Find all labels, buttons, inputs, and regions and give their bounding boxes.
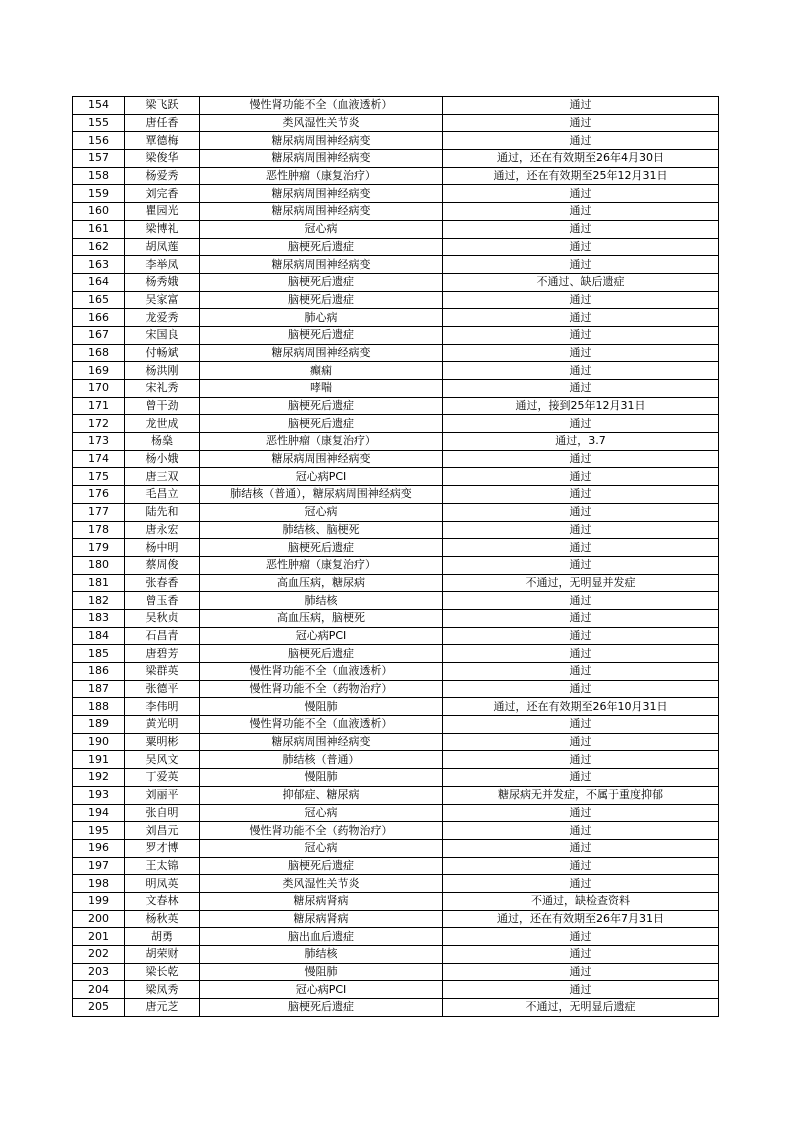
patient-name-cell: 宋国良	[125, 326, 200, 344]
table-row	[73, 946, 719, 964]
diagnosis-cell: 肺结核（普通）	[200, 751, 443, 769]
patient-name-cell: 唐任香	[125, 114, 200, 132]
row-number-cell: 161	[73, 220, 125, 238]
patient-name-cell: 刘完香	[125, 185, 200, 203]
diagnosis-cell: 肺结核	[200, 592, 443, 610]
review-result-cell: 通过	[443, 822, 719, 840]
review-table	[72, 96, 719, 1017]
diagnosis-cell: 恶性肿瘤（康复治疗）	[200, 433, 443, 451]
review-result-cell: 通过	[443, 751, 719, 769]
diagnosis-cell: 糖尿病周围神经病变	[200, 185, 443, 203]
review-result-cell: 不通过、缺后遗症	[443, 273, 719, 291]
diagnosis-cell: 糖尿病肾病	[200, 910, 443, 928]
table-row	[73, 981, 719, 999]
review-result-cell: 通过	[443, 256, 719, 274]
patient-name-cell: 梁群英	[125, 663, 200, 681]
row-number-cell: 182	[73, 592, 125, 610]
diagnosis-cell: 高血压病，脑梗死	[200, 609, 443, 627]
diagnosis-cell: 肺结核	[200, 946, 443, 964]
row-number-cell: 154	[73, 97, 125, 115]
table-row	[73, 733, 719, 751]
table-row	[73, 786, 719, 804]
patient-name-cell: 张自明	[125, 804, 200, 822]
table-row	[73, 892, 719, 910]
table-row	[73, 114, 719, 132]
table-row	[73, 574, 719, 592]
review-result-cell: 通过	[443, 203, 719, 221]
row-number-cell: 186	[73, 663, 125, 681]
review-result-cell: 通过	[443, 946, 719, 964]
row-number-cell: 170	[73, 380, 125, 398]
diagnosis-cell: 脑梗死后遗症	[200, 326, 443, 344]
diagnosis-cell: 冠心病	[200, 839, 443, 857]
patient-name-cell: 毛昌立	[125, 486, 200, 504]
row-number-cell: 189	[73, 716, 125, 734]
patient-name-cell: 黄光明	[125, 716, 200, 734]
row-number-cell: 165	[73, 291, 125, 309]
diagnosis-cell: 慢性肾功能不全（药物治疗）	[200, 680, 443, 698]
table-row	[73, 999, 719, 1017]
row-number-cell: 188	[73, 698, 125, 716]
row-number-cell: 198	[73, 875, 125, 893]
row-number-cell: 203	[73, 963, 125, 981]
review-result-cell: 通过	[443, 928, 719, 946]
row-number-cell: 197	[73, 857, 125, 875]
table-row	[73, 309, 719, 327]
table-row	[73, 450, 719, 468]
review-result-cell: 通过	[443, 97, 719, 115]
row-number-cell: 174	[73, 450, 125, 468]
row-number-cell: 167	[73, 326, 125, 344]
review-result-cell: 不通过，无明显后遗症	[443, 999, 719, 1017]
row-number-cell: 176	[73, 486, 125, 504]
row-number-cell: 199	[73, 892, 125, 910]
row-number-cell: 155	[73, 114, 125, 132]
diagnosis-cell: 糖尿病周围神经病变	[200, 344, 443, 362]
review-result-cell: 通过	[443, 486, 719, 504]
row-number-cell: 163	[73, 256, 125, 274]
diagnosis-cell: 冠心病	[200, 804, 443, 822]
review-result-cell: 通过	[443, 415, 719, 433]
table-row	[73, 344, 719, 362]
row-number-cell: 171	[73, 397, 125, 415]
row-number-cell: 196	[73, 839, 125, 857]
row-number-cell: 169	[73, 362, 125, 380]
patient-name-cell: 杨秋英	[125, 910, 200, 928]
table-row	[73, 875, 719, 893]
patient-name-cell: 杨燊	[125, 433, 200, 451]
review-result-cell: 通过	[443, 326, 719, 344]
diagnosis-cell: 冠心病PCI	[200, 981, 443, 999]
table-row	[73, 362, 719, 380]
diagnosis-cell: 冠心病PCI	[200, 468, 443, 486]
patient-name-cell: 胡勇	[125, 928, 200, 946]
diagnosis-cell: 冠心病	[200, 503, 443, 521]
patient-name-cell: 瞿园光	[125, 203, 200, 221]
patient-name-cell: 梁飞跃	[125, 97, 200, 115]
table-row	[73, 256, 719, 274]
patient-name-cell: 龙世成	[125, 415, 200, 433]
patient-name-cell: 明凤英	[125, 875, 200, 893]
patient-name-cell: 付畅斌	[125, 344, 200, 362]
diagnosis-cell: 肺心病	[200, 309, 443, 327]
review-result-cell: 通过	[443, 380, 719, 398]
table-row	[73, 645, 719, 663]
patient-name-cell: 陆先和	[125, 503, 200, 521]
diagnosis-cell: 冠心病	[200, 220, 443, 238]
row-number-cell: 183	[73, 609, 125, 627]
table-row	[73, 415, 719, 433]
diagnosis-cell: 脑出血后遗症	[200, 928, 443, 946]
table-row	[73, 326, 719, 344]
patient-name-cell: 吴家富	[125, 291, 200, 309]
patient-name-cell: 梁凤秀	[125, 981, 200, 999]
review-table-body	[73, 97, 719, 1017]
diagnosis-cell: 慢性肾功能不全（血液透析）	[200, 716, 443, 734]
patient-name-cell: 吴风文	[125, 751, 200, 769]
patient-name-cell: 刘丽平	[125, 786, 200, 804]
review-result-cell: 通过	[443, 291, 719, 309]
table-row	[73, 822, 719, 840]
patient-name-cell: 蔡周俊	[125, 556, 200, 574]
table-row	[73, 963, 719, 981]
diagnosis-cell: 恶性肿瘤（康复治疗）	[200, 167, 443, 185]
diagnosis-cell: 脑梗死后遗症	[200, 999, 443, 1017]
row-number-cell: 184	[73, 627, 125, 645]
review-result-cell: 通过	[443, 963, 719, 981]
patient-name-cell: 王太锦	[125, 857, 200, 875]
review-result-cell: 通过，3.7	[443, 433, 719, 451]
diagnosis-cell: 慢性肾功能不全（药物治疗）	[200, 822, 443, 840]
patient-name-cell: 杨洪刚	[125, 362, 200, 380]
row-number-cell: 193	[73, 786, 125, 804]
diagnosis-cell: 脑梗死后遗症	[200, 645, 443, 663]
review-result-cell: 通过	[443, 468, 719, 486]
table-row	[73, 291, 719, 309]
review-result-cell: 通过，还在有效期至26年10月31日	[443, 698, 719, 716]
table-row	[73, 220, 719, 238]
diagnosis-cell: 慢阻肺	[200, 769, 443, 787]
review-result-cell: 通过	[443, 521, 719, 539]
row-number-cell: 177	[73, 503, 125, 521]
patient-name-cell: 李伟明	[125, 698, 200, 716]
patient-name-cell: 曾干劲	[125, 397, 200, 415]
diagnosis-cell: 糖尿病肾病	[200, 892, 443, 910]
table-row	[73, 397, 719, 415]
review-result-cell: 通过	[443, 857, 719, 875]
row-number-cell: 187	[73, 680, 125, 698]
review-result-cell: 通过，还在有效期至26年4月30日	[443, 150, 719, 168]
row-number-cell: 178	[73, 521, 125, 539]
patient-name-cell: 龙爱秀	[125, 309, 200, 327]
row-number-cell: 159	[73, 185, 125, 203]
diagnosis-cell: 癫痫	[200, 362, 443, 380]
patient-name-cell: 宋礼秀	[125, 380, 200, 398]
review-result-cell: 通过	[443, 220, 719, 238]
diagnosis-cell: 糖尿病周围神经病变	[200, 203, 443, 221]
diagnosis-cell: 高血压病，糖尿病	[200, 574, 443, 592]
patient-name-cell: 杨秀娥	[125, 273, 200, 291]
review-result-cell: 通过	[443, 309, 719, 327]
row-number-cell: 179	[73, 539, 125, 557]
table-row	[73, 804, 719, 822]
row-number-cell: 204	[73, 981, 125, 999]
table-row	[73, 751, 719, 769]
table-row	[73, 556, 719, 574]
row-number-cell: 192	[73, 769, 125, 787]
diagnosis-cell: 脑梗死后遗症	[200, 397, 443, 415]
review-result-cell: 通过	[443, 769, 719, 787]
diagnosis-cell: 糖尿病周围神经病变	[200, 256, 443, 274]
row-number-cell: 205	[73, 999, 125, 1017]
review-result-cell: 通过	[443, 839, 719, 857]
review-result-cell: 通过	[443, 645, 719, 663]
table-row	[73, 273, 719, 291]
row-number-cell: 160	[73, 203, 125, 221]
review-result-cell: 不通过，无明显并发症	[443, 574, 719, 592]
review-result-cell: 通过	[443, 344, 719, 362]
review-result-cell: 通过	[443, 981, 719, 999]
table-row	[73, 433, 719, 451]
row-number-cell: 166	[73, 309, 125, 327]
table-row	[73, 609, 719, 627]
review-result-cell: 通过	[443, 132, 719, 150]
patient-name-cell: 粟明彬	[125, 733, 200, 751]
row-number-cell: 162	[73, 238, 125, 256]
row-number-cell: 158	[73, 167, 125, 185]
table-row	[73, 150, 719, 168]
table-row	[73, 503, 719, 521]
row-number-cell: 181	[73, 574, 125, 592]
row-number-cell: 200	[73, 910, 125, 928]
diagnosis-cell: 恶性肿瘤（康复治疗）	[200, 556, 443, 574]
patient-name-cell: 胡凤莲	[125, 238, 200, 256]
patient-name-cell: 梁长乾	[125, 963, 200, 981]
patient-name-cell: 吴秋贞	[125, 609, 200, 627]
review-result-cell: 通过	[443, 663, 719, 681]
table-row	[73, 928, 719, 946]
review-result-cell: 通过	[443, 185, 719, 203]
table-row	[73, 486, 719, 504]
table-row	[73, 132, 719, 150]
patient-name-cell: 丁爱英	[125, 769, 200, 787]
diagnosis-cell: 脑梗死后遗症	[200, 238, 443, 256]
diagnosis-cell: 肺结核（普通），糖尿病周围神经病变	[200, 486, 443, 504]
table-row	[73, 839, 719, 857]
diagnosis-cell: 慢性肾功能不全（血液透析）	[200, 663, 443, 681]
patient-name-cell: 杨小娥	[125, 450, 200, 468]
review-result-cell: 不通过，缺检查资料	[443, 892, 719, 910]
patient-name-cell: 石昌青	[125, 627, 200, 645]
diagnosis-cell: 脑梗死后遗症	[200, 857, 443, 875]
review-result-cell: 通过	[443, 592, 719, 610]
document-page	[72, 96, 719, 1017]
diagnosis-cell: 类风湿性关节炎	[200, 114, 443, 132]
table-row	[73, 663, 719, 681]
table-row	[73, 97, 719, 115]
table-row	[73, 203, 719, 221]
row-number-cell: 168	[73, 344, 125, 362]
review-result-cell: 糖尿病无并发症，不属于重度抑郁	[443, 786, 719, 804]
diagnosis-cell: 脑梗死后遗症	[200, 415, 443, 433]
row-number-cell: 164	[73, 273, 125, 291]
row-number-cell: 173	[73, 433, 125, 451]
patient-name-cell: 唐三双	[125, 468, 200, 486]
patient-name-cell: 胡荣财	[125, 946, 200, 964]
row-number-cell: 175	[73, 468, 125, 486]
review-result-cell: 通过	[443, 609, 719, 627]
patient-name-cell: 张德平	[125, 680, 200, 698]
row-number-cell: 202	[73, 946, 125, 964]
patient-name-cell: 李举凤	[125, 256, 200, 274]
table-row	[73, 769, 719, 787]
table-row	[73, 539, 719, 557]
row-number-cell: 195	[73, 822, 125, 840]
diagnosis-cell: 糖尿病周围神经病变	[200, 733, 443, 751]
table-row	[73, 680, 719, 698]
diagnosis-cell: 慢性肾功能不全（血液透析）	[200, 97, 443, 115]
diagnosis-cell: 脑梗死后遗症	[200, 539, 443, 557]
table-row	[73, 167, 719, 185]
review-result-cell: 通过	[443, 539, 719, 557]
patient-name-cell: 唐永宏	[125, 521, 200, 539]
patient-name-cell: 刘昌元	[125, 822, 200, 840]
table-row	[73, 521, 719, 539]
row-number-cell: 201	[73, 928, 125, 946]
diagnosis-cell: 冠心病PCI	[200, 627, 443, 645]
diagnosis-cell: 慢阻肺	[200, 963, 443, 981]
row-number-cell: 194	[73, 804, 125, 822]
table-row	[73, 716, 719, 734]
review-result-cell: 通过	[443, 804, 719, 822]
patient-name-cell: 杨中明	[125, 539, 200, 557]
patient-name-cell: 覃德梅	[125, 132, 200, 150]
review-result-cell: 通过	[443, 362, 719, 380]
patient-name-cell: 罗才博	[125, 839, 200, 857]
diagnosis-cell: 抑郁症、糖尿病	[200, 786, 443, 804]
table-row	[73, 185, 719, 203]
review-result-cell: 通过，接到25年12月31日	[443, 397, 719, 415]
review-result-cell: 通过	[443, 875, 719, 893]
diagnosis-cell: 脑梗死后遗症	[200, 291, 443, 309]
review-result-cell: 通过，还在有效期至25年12月31日	[443, 167, 719, 185]
patient-name-cell: 唐碧芳	[125, 645, 200, 663]
review-result-cell: 通过	[443, 627, 719, 645]
patient-name-cell: 唐元芝	[125, 999, 200, 1017]
row-number-cell: 172	[73, 415, 125, 433]
table-row	[73, 857, 719, 875]
diagnosis-cell: 类风湿性关节炎	[200, 875, 443, 893]
diagnosis-cell: 糖尿病周围神经病变	[200, 150, 443, 168]
review-result-cell: 通过	[443, 503, 719, 521]
review-result-cell: 通过	[443, 556, 719, 574]
row-number-cell: 190	[73, 733, 125, 751]
table-row	[73, 238, 719, 256]
table-row	[73, 627, 719, 645]
review-result-cell: 通过，还在有效期至26年7月31日	[443, 910, 719, 928]
table-row	[73, 592, 719, 610]
patient-name-cell: 曾玉香	[125, 592, 200, 610]
diagnosis-cell: 肺结核、脑梗死	[200, 521, 443, 539]
diagnosis-cell: 脑梗死后遗症	[200, 273, 443, 291]
row-number-cell: 191	[73, 751, 125, 769]
patient-name-cell: 梁博礼	[125, 220, 200, 238]
row-number-cell: 185	[73, 645, 125, 663]
row-number-cell: 156	[73, 132, 125, 150]
review-result-cell: 通过	[443, 733, 719, 751]
patient-name-cell: 杨爱秀	[125, 167, 200, 185]
diagnosis-cell: 哮喘	[200, 380, 443, 398]
diagnosis-cell: 慢阻肺	[200, 698, 443, 716]
table-row	[73, 380, 719, 398]
patient-name-cell: 文春林	[125, 892, 200, 910]
diagnosis-cell: 糖尿病周围神经病变	[200, 132, 443, 150]
table-row	[73, 910, 719, 928]
patient-name-cell: 张春香	[125, 574, 200, 592]
review-result-cell: 通过	[443, 238, 719, 256]
review-result-cell: 通过	[443, 680, 719, 698]
patient-name-cell: 梁俊华	[125, 150, 200, 168]
table-row	[73, 468, 719, 486]
review-result-cell: 通过	[443, 716, 719, 734]
row-number-cell: 180	[73, 556, 125, 574]
review-result-cell: 通过	[443, 450, 719, 468]
row-number-cell: 157	[73, 150, 125, 168]
review-result-cell: 通过	[443, 114, 719, 132]
diagnosis-cell: 糖尿病周围神经病变	[200, 450, 443, 468]
table-row	[73, 698, 719, 716]
